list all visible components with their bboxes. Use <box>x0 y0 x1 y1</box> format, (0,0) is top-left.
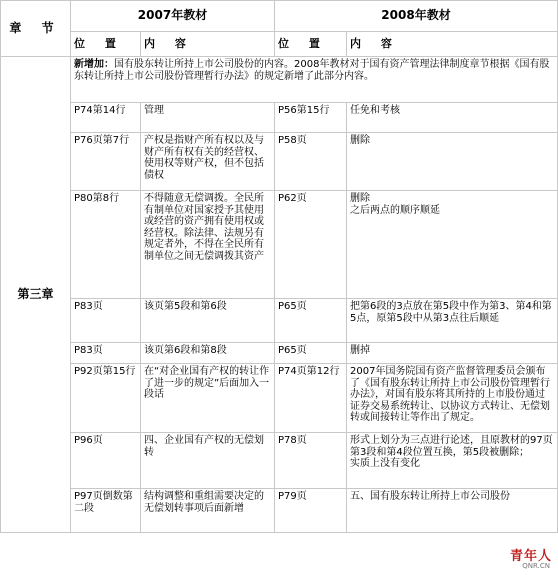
pos-2007: P80第8行 <box>71 191 141 299</box>
content-2008: 删掉 <box>347 343 558 364</box>
content-2007: 结构调整和重组需要决定的无偿划转事项后面新增 <box>141 489 275 533</box>
header-position-2007: 位 置 <box>71 32 141 57</box>
content-2007: 不得随意无偿调拨。全民所有制单位对国家授予其使用或经营的资产拥有使用权或经营权。除法律、法规另有规定者外，不得在全民所有制单位之间无偿调拨其资产 <box>141 191 275 299</box>
header-2007: 2007年教材 <box>71 1 275 32</box>
table-row <box>1 299 558 343</box>
pos-2008: P65页 <box>275 343 347 364</box>
pos-2008: P56第15行 <box>275 103 347 133</box>
pos-2007: P96页 <box>71 433 141 489</box>
watermark-logo <box>500 545 552 573</box>
table-row <box>1 433 558 489</box>
note-text: 国有股东转让所持上市公司股份的内容。2008年教材对于国有资产管理法律制度章节根据《国有股东转让所持上市公司股份管理暂行办法》的规定新增了此部分内容。 <box>74 59 550 82</box>
content-2008: 删除 <box>347 133 558 191</box>
content-2007: 在“对企业国有产权的转让作了进一步的规定”后面加入一段话 <box>141 364 275 433</box>
table-row <box>1 103 558 133</box>
pos-2007: P83页 <box>71 299 141 343</box>
pos-2008: P74页第12行 <box>275 364 347 433</box>
pos-2007: P92页第15行 <box>71 364 141 433</box>
pos-2008: P58页 <box>275 133 347 191</box>
pos-2008: P79页 <box>275 489 347 533</box>
pos-2008: P65页 <box>275 299 347 343</box>
pos-2007: P74第14行 <box>71 103 141 133</box>
content-2008: 任免和考核 <box>347 103 558 133</box>
content-2008: 形式上划分为三点进行论述，且原教材的97页第3段和第4段位置互换，第5段被删除； 实质上没有变化 <box>347 433 558 489</box>
pos-2008: P62页 <box>275 191 347 299</box>
header-position-2008: 位 置 <box>275 32 347 57</box>
table-row <box>1 364 558 433</box>
header-content-2007: 内 容 <box>141 32 275 57</box>
table-row <box>1 133 558 191</box>
content-2008: 删除 之后两点的顺序顺延 <box>347 191 558 299</box>
content-2008: 把第6段的3点放在第5段中作为第3、第4和第5点，原第5段中从第3点往后顺延 <box>347 299 558 343</box>
table-row <box>1 489 558 533</box>
content-2007: 该页第5段和第6段 <box>141 299 275 343</box>
content-2007: 管理 <box>141 103 275 133</box>
watermark-url: QNR.CN <box>522 562 550 570</box>
pos-2007: P97页倒数第二段 <box>71 489 141 533</box>
table-row <box>1 191 558 299</box>
content-2007: 产权是指财产所有权以及与财产所有权有关的经营权、使用权等财产权，但不包括债权 <box>141 133 275 191</box>
pos-2007: P83页 <box>71 343 141 364</box>
table-row <box>1 343 558 364</box>
content-2008: 五、国有股东转让所持上市公司股份 <box>347 489 558 533</box>
pos-2007: P76页第7行 <box>71 133 141 191</box>
pos-2008: P78页 <box>275 433 347 489</box>
note-bold: 新增加： <box>74 59 114 70</box>
chapter-label: 第三章 <box>1 57 71 533</box>
header-content-2008: 内 容 <box>347 32 558 57</box>
note-row <box>71 57 558 103</box>
content-2007: 四、企业国有产权的无偿划转 <box>141 433 275 489</box>
content-2007: 该页第6段和第8段 <box>141 343 275 364</box>
content-2008: 2007年国务院国有资产监督管理委员会颁布了《国有股东转让所持上市公司股份管理暂行办法》，对国有股东将其所持的上市股份通过证券交易系统转让、以协议方式转让、无偿划转或间接转让等作出了规定。 <box>347 364 558 433</box>
header-2008: 2008年教材 <box>275 1 558 32</box>
header-chapter: 章 节 <box>1 1 71 57</box>
watermark-text: 青年人 <box>509 549 552 564</box>
